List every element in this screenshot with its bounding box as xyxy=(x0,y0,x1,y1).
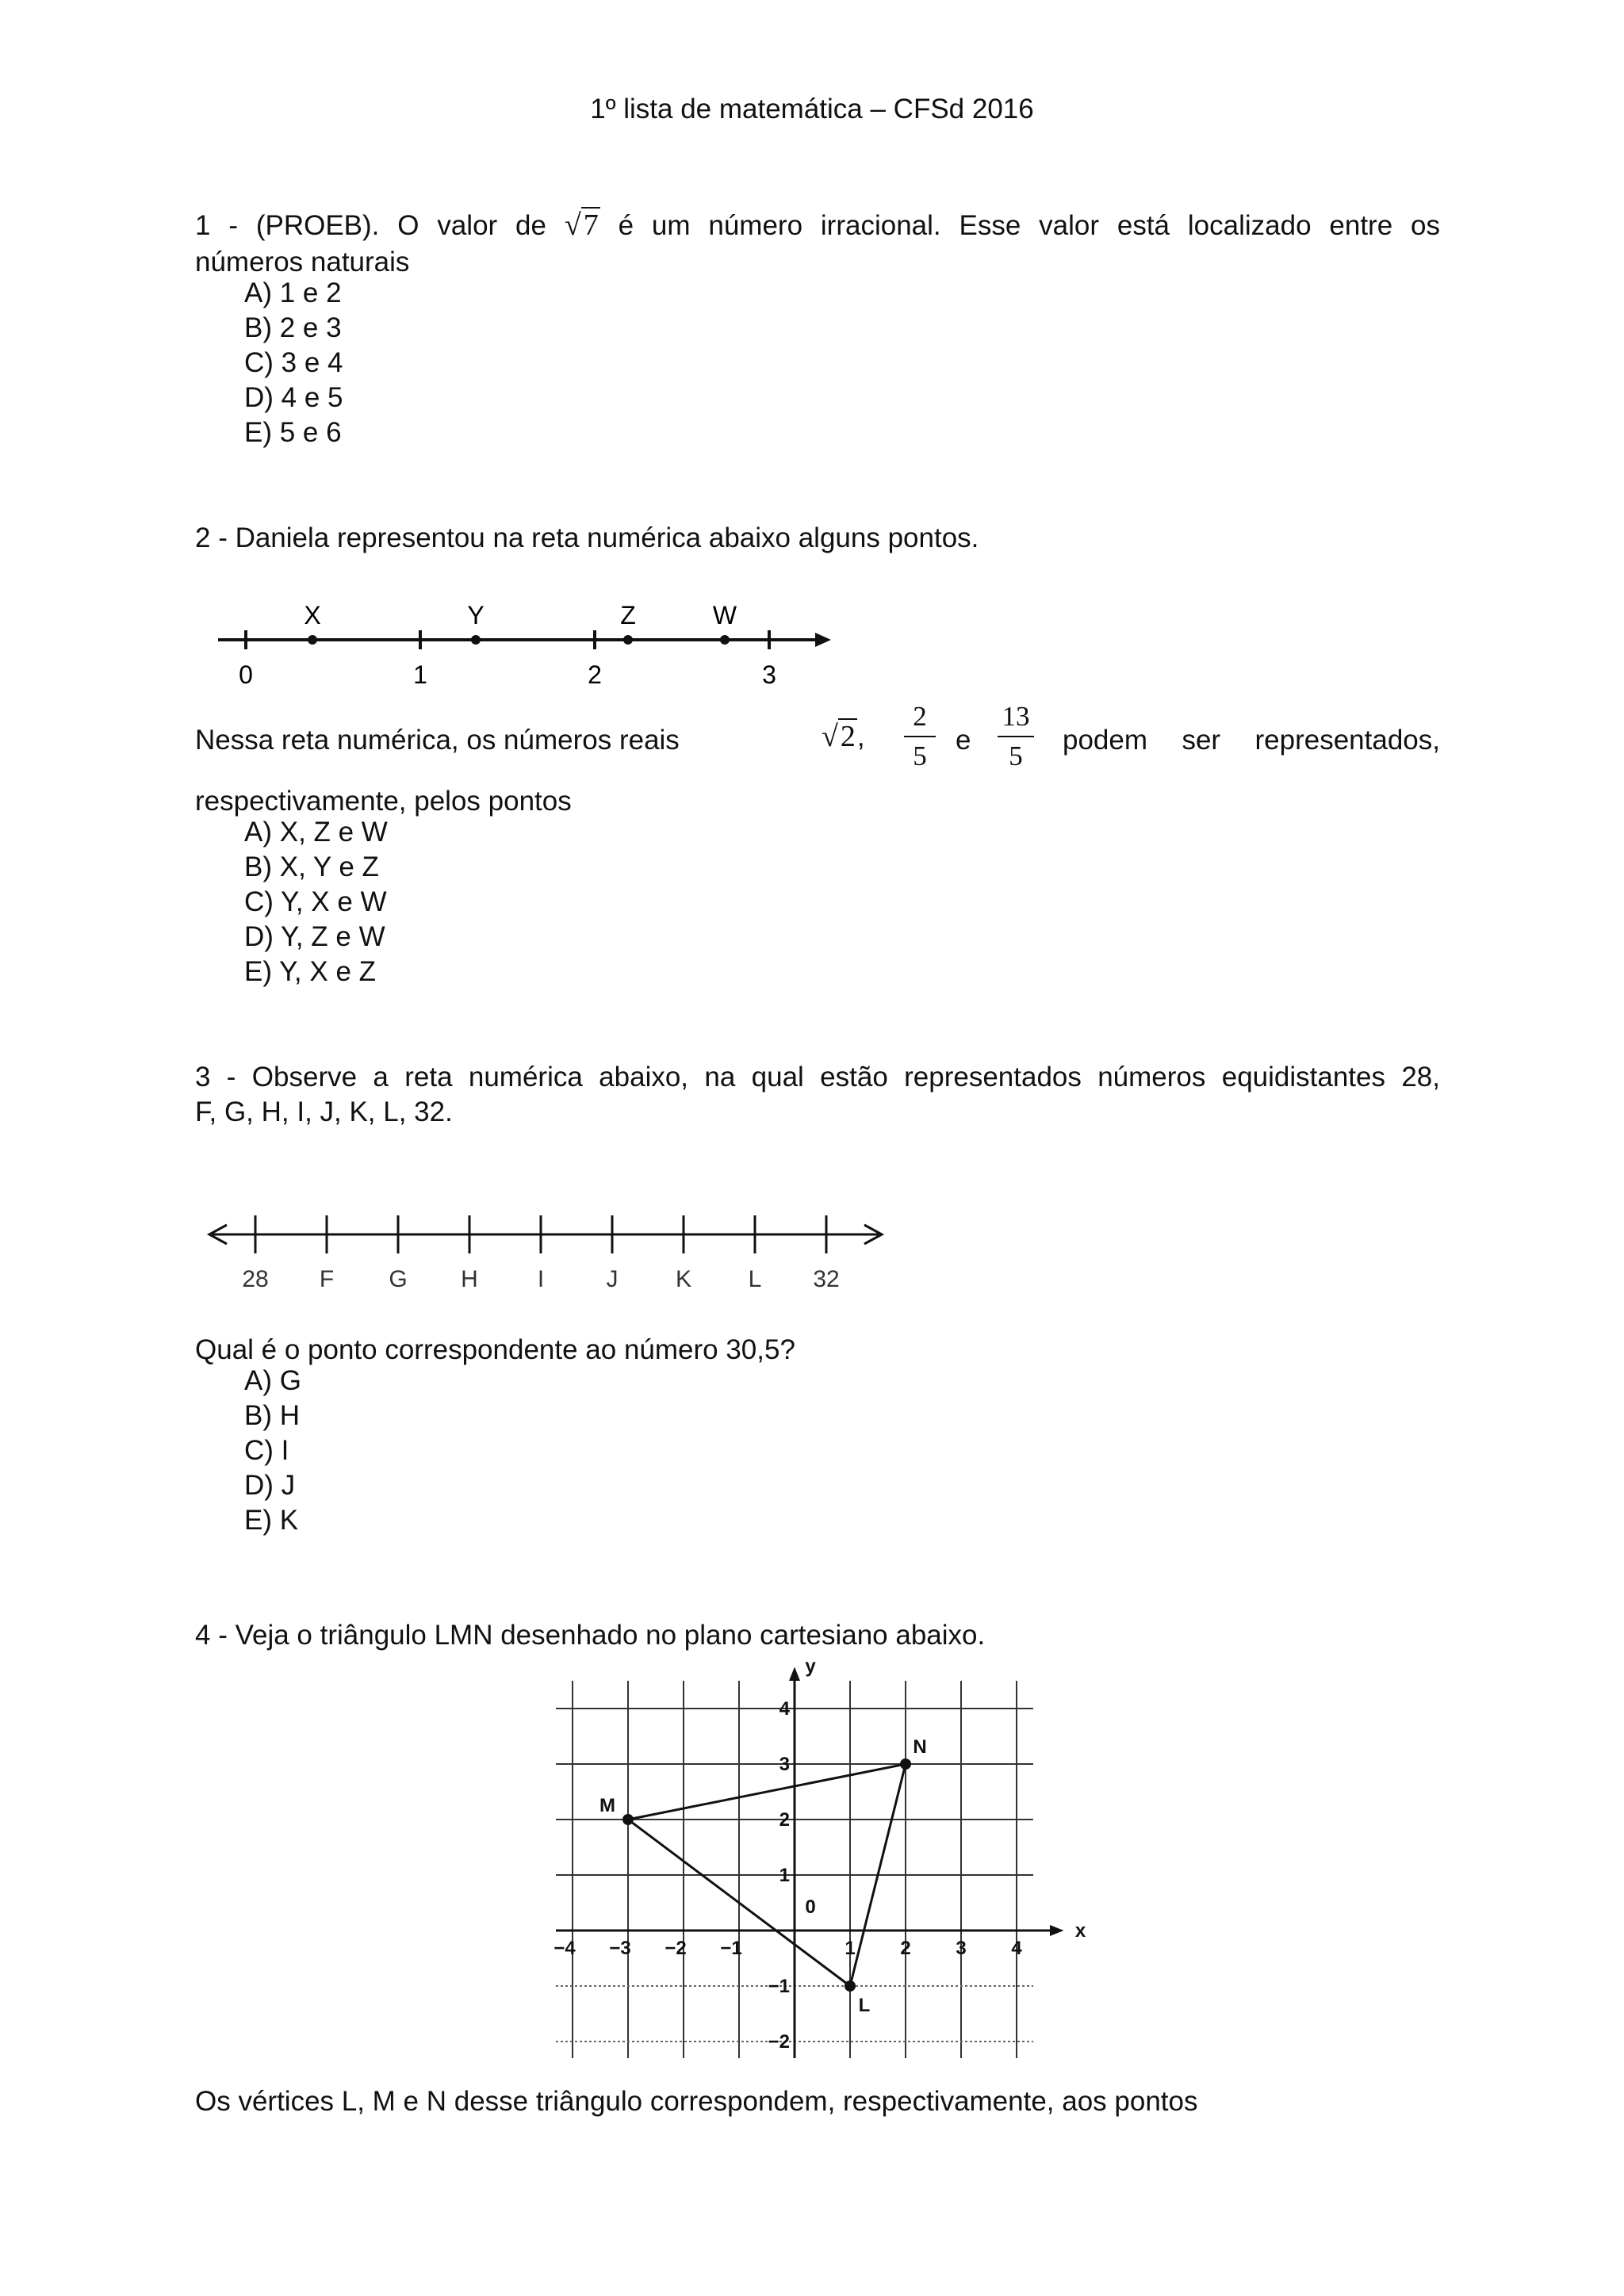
q4-axis-label-y: y xyxy=(805,1655,816,1678)
q4-x-arrow-icon xyxy=(1050,1925,1064,1936)
q3-number-line xyxy=(198,1201,896,1296)
q4-y-tick-label: 4 xyxy=(779,1698,790,1720)
q1-options xyxy=(244,276,343,450)
q2-point-label-z: Z xyxy=(620,601,636,629)
q3-tick-label-0: 28 xyxy=(242,1266,269,1292)
q4-axis-label-x: x xyxy=(1074,1920,1086,1942)
q4-after-text: Os vértices L, M e N desse triângulo correspondem, respectivamente, aos pontos xyxy=(195,2086,1198,2117)
q4-x-tick-label: 2 xyxy=(900,1938,911,1959)
q4-y-tick-label: 3 xyxy=(779,1754,790,1775)
q2-tick-label-1: 1 xyxy=(413,660,427,689)
q4-vertex-m xyxy=(622,1814,634,1825)
q1-line2: números naturais xyxy=(195,247,410,277)
q2-line2: respectivamente, pelos pontos xyxy=(195,786,572,817)
q1-option-c[interactable]: C) 3 e 4 xyxy=(244,347,343,378)
q2-tick-label-2: 2 xyxy=(588,660,602,689)
q2-statement: 2 - Daniela representou na reta numérica abaixo alguns pontos. xyxy=(195,522,979,553)
q4-origin-label: 0 xyxy=(805,1896,816,1918)
q3-tick-label-3: H xyxy=(461,1266,478,1292)
q3-line2: F, G, H, I, J, K, L, 32. xyxy=(195,1096,453,1127)
q4-x-tick-label: −3 xyxy=(609,1938,631,1959)
q2-point-z xyxy=(623,635,633,645)
q2-tick-label-0: 0 xyxy=(239,660,253,689)
q2-option-d[interactable]: D) Y, Z e W xyxy=(244,921,385,952)
q2-point-label-y: Y xyxy=(467,601,485,629)
q2-point-x xyxy=(308,635,317,645)
q4-statement: 4 - Veja o triângulo LMN desenhado no plano cartesiano abaixo. xyxy=(195,1620,986,1651)
q2-option-a[interactable]: A) X, Z e W xyxy=(244,817,388,848)
q1-option-d[interactable]: D) 4 e 5 xyxy=(244,382,343,413)
q2-sqrt: √2 xyxy=(822,720,856,753)
q1-prefix: 1 - (PROEB). O valor de xyxy=(195,210,546,241)
q2-point-y xyxy=(471,635,481,645)
q3-line1: 3 - Observe a reta numérica abaixo, na qual estão representados números equidistantes 28, xyxy=(195,1062,1440,1093)
q4-cartesian-plane xyxy=(547,1649,1102,2061)
q3-option-e[interactable]: E) K xyxy=(244,1505,299,1536)
q4-y-arrow-icon xyxy=(789,1667,800,1682)
q4-triangle xyxy=(599,1736,927,2016)
q1-radicand: 7 xyxy=(581,207,600,242)
q2-number-line xyxy=(214,599,841,694)
q2-tail: podem ser representados, xyxy=(1063,725,1440,756)
q3-option-d[interactable]: D) J xyxy=(244,1470,296,1501)
q1-suffix: é um número irracional. Esse valor está localizado entre os xyxy=(618,210,1440,241)
q4-vertex-l xyxy=(845,1980,856,1992)
q4-x-tick-label: 3 xyxy=(956,1938,967,1959)
q4-x-tick-label: 1 xyxy=(845,1938,856,1959)
q2-options xyxy=(244,815,388,989)
q3-question: Qual é o ponto correspondente ao número 30,5? xyxy=(195,1334,795,1365)
q1-statement xyxy=(195,208,1440,243)
q4-y-tick-label: 1 xyxy=(779,1865,790,1886)
q4-x-tick-label: −2 xyxy=(665,1938,687,1959)
q3-option-a[interactable]: A) G xyxy=(244,1365,301,1396)
q3-tick-label-7: L xyxy=(748,1266,762,1292)
q2-fraction-2-denominator: 5 xyxy=(1009,740,1023,771)
q4-x-tick-label: −4 xyxy=(553,1938,576,1959)
q3-tick-label-6: K xyxy=(675,1266,692,1292)
q4-y-tick-label: −1 xyxy=(768,1976,790,1997)
q4-y-tick-label: 2 xyxy=(779,1809,790,1831)
q1-sqrt: √7 xyxy=(564,209,599,242)
q3-tick-label-2: G xyxy=(389,1266,408,1292)
q2-intro: Nessa reta numérica, os números reais xyxy=(195,725,680,756)
q2-option-e[interactable]: E) Y, X e Z xyxy=(244,956,377,987)
q4-vertex-label-n: N xyxy=(913,1736,927,1758)
q4-y-tick-label: −2 xyxy=(768,2031,790,2053)
q2-point-w xyxy=(720,635,730,645)
q3-option-c[interactable]: C) I xyxy=(244,1435,289,1466)
q2-sqrt-expression xyxy=(822,719,865,754)
q4-x-tick-label: −1 xyxy=(720,1938,742,1959)
q2-arrow-right-icon xyxy=(815,633,831,647)
q2-point-label-w: W xyxy=(712,601,737,629)
q2-comma: , xyxy=(856,721,865,752)
q2-connector: e xyxy=(956,725,971,756)
q4-vertex-label-m: M xyxy=(599,1795,615,1816)
q2-option-b[interactable]: B) X, Y e Z xyxy=(244,851,379,882)
q3-tick-label-8: 32 xyxy=(813,1266,840,1292)
q4-x-tick-label: 4 xyxy=(1011,1938,1022,1959)
page-title: 1º lista de matemática – CFSd 2016 xyxy=(590,94,1034,124)
q4-tick-labels xyxy=(553,1656,1086,2053)
q2-fraction-1 xyxy=(904,701,936,772)
q3-option-b[interactable]: B) H xyxy=(244,1400,300,1431)
q2-fraction-2 xyxy=(998,701,1034,772)
q2-fraction-1-numerator: 2 xyxy=(913,701,927,732)
q2-fraction-1-denominator: 5 xyxy=(913,740,927,771)
q2-fraction-2-numerator: 13 xyxy=(1002,701,1030,732)
q3-ticks xyxy=(242,1215,839,1292)
q3-options xyxy=(244,1364,301,1538)
q4-axes xyxy=(556,1667,1064,2059)
q3-tick-label-5: J xyxy=(606,1266,619,1292)
q2-point-label-x: X xyxy=(304,601,321,629)
q2-tick-label-3: 3 xyxy=(762,660,776,689)
q2-radicand: 2 xyxy=(838,718,857,753)
q2-option-c[interactable]: C) Y, X e W xyxy=(244,886,387,917)
q1-option-a[interactable]: A) 1 e 2 xyxy=(244,277,342,308)
q1-option-b[interactable]: B) 2 e 3 xyxy=(244,312,342,343)
q4-vertex-n xyxy=(900,1758,911,1770)
q1-option-e[interactable]: E) 5 e 6 xyxy=(244,417,342,448)
q3-tick-label-4: I xyxy=(537,1266,545,1292)
q3-tick-label-1: F xyxy=(319,1266,335,1292)
q4-vertex-label-l: L xyxy=(858,1995,871,2016)
